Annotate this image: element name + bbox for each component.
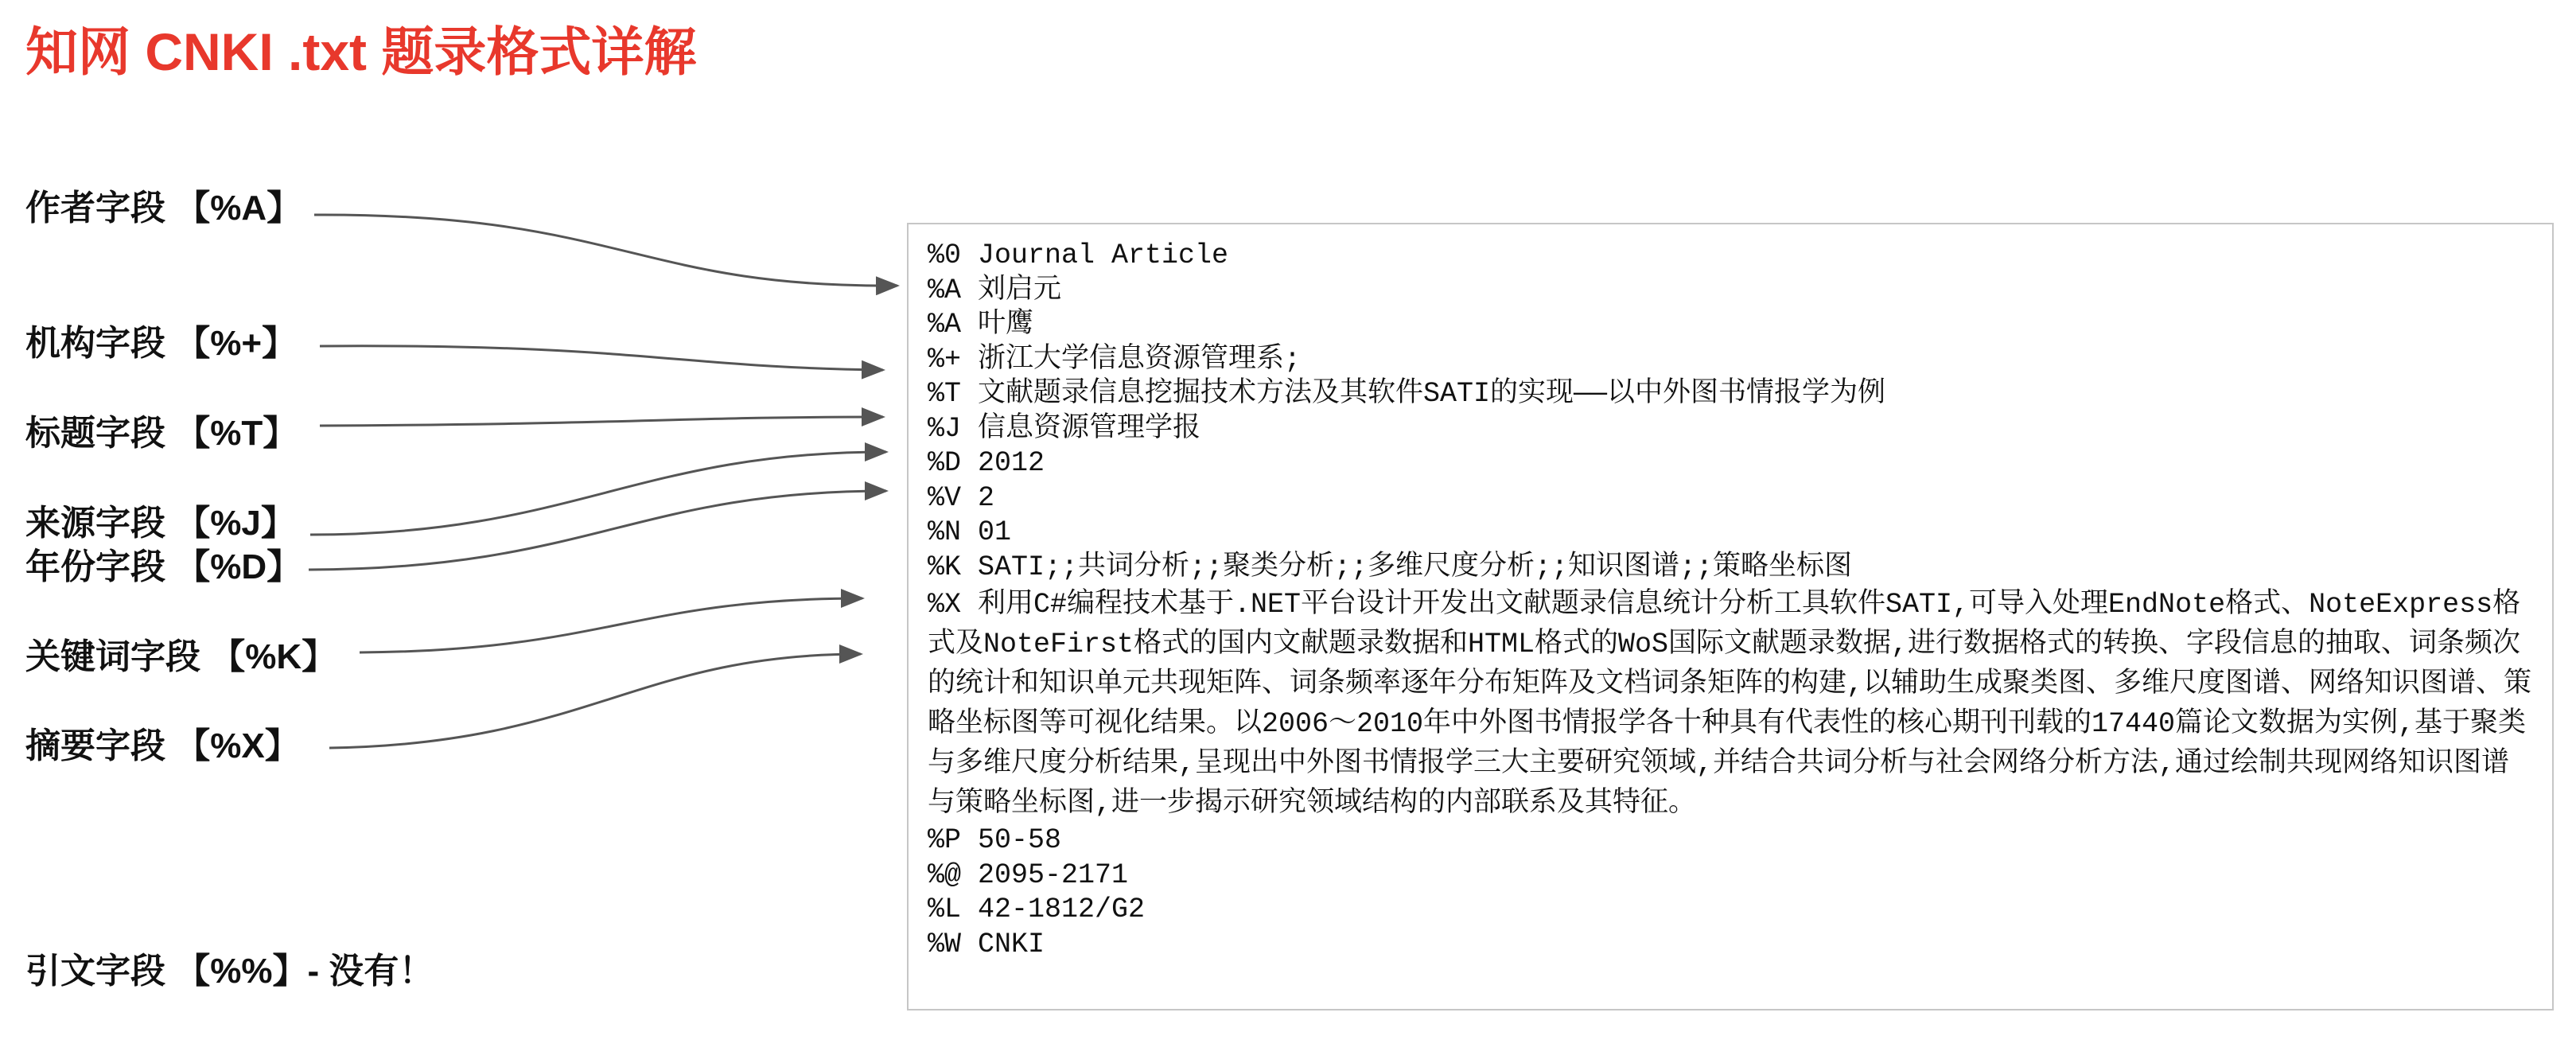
record-author-line: %A 叶鹰 <box>928 309 1034 341</box>
record-cn-line: %L 42-1812/G2 <box>928 894 1146 925</box>
record-issn-line: %@ 2095-2171 <box>928 859 1129 891</box>
keywords-arrow <box>360 598 862 652</box>
citation-field-label: 引文字段 【%%】- 没有！ <box>25 952 434 991</box>
record-author-line: %A 刘启元 <box>928 274 1062 306</box>
record-database-line: %W CNKI <box>928 928 1045 960</box>
record-number-line: %N 01 <box>928 516 1012 548</box>
year-arrow <box>309 491 886 570</box>
record-pages-line: %P 50-58 <box>928 824 1062 856</box>
year-field-label: 年份字段 【%D】 <box>25 547 302 586</box>
source-field-label: 来源字段 【%J】 <box>25 504 296 543</box>
record-abstract-text: %X 利用C#编程技术基于.NET平台设计开发出文献题录信息统计分析工具软件SATI,可导入处理EndNote格式、NoteExpress格式及NoteFirst格式的国内文献题录数据和HTML格式的WoS国际文献题录数据,进行数据格式的转换、字段信息的抽取、词条频次的统计和知识单元共现矩阵、词条频率逐年分布矩阵及文档词条矩阵的构建,以辅助生成聚类图、多维尺度图谱、网络知识图谱、策略坐标图等可视化结果。以2006～2010年中外图书情报学各十种具有代表性的核心期刊刊载的17440篇论文数据为实例,基于聚类与多维尺度分析结果,呈现出中外图书情报学三大主要研究领域,并结合共词分析与社会网络分析方法,通过绘制共现网络知识图谱与策略坐标图,进一步揭示研究领域结构的内部联系及其特征。 <box>928 589 2532 820</box>
institution-arrow <box>320 346 883 370</box>
record-institution-line: %+ 浙江大学信息资源管理系; <box>928 343 1302 376</box>
title-field-label: 标题字段 【%T】 <box>25 414 298 453</box>
author-field-label: 作者字段 【%A】 <box>25 189 302 228</box>
title-arrow <box>320 417 883 426</box>
keywords-field-label: 关键词字段 【%K】 <box>25 637 337 676</box>
record-volume-line: %V 2 <box>928 481 995 514</box>
record-title-line: %T 文献题录信息挖掘技术方法及其软件SATI的实现——以中外图书情报学为例 <box>928 378 1886 410</box>
record-date-line: %D 2012 <box>928 447 1045 479</box>
abstract-field-label: 摘要字段 【%X】 <box>25 726 300 765</box>
abstract-arrow <box>329 654 861 748</box>
record-keywords-line: %K SATI;;共词分析;;聚类分析;;多维尺度分析;;知识图谱;;策略坐标图 <box>928 551 1853 583</box>
record-journal-line: %J 信息资源管理学报 <box>928 412 1201 445</box>
cnki-record-box <box>907 223 2554 1010</box>
author-arrow <box>314 215 897 286</box>
source-arrow <box>310 452 886 535</box>
record-type-line: %0 Journal Article <box>928 239 1229 271</box>
institution-field-label: 机构字段 【%+】 <box>25 324 298 363</box>
page-title: 知网 CNKI .txt 题录格式详解 <box>25 22 697 81</box>
